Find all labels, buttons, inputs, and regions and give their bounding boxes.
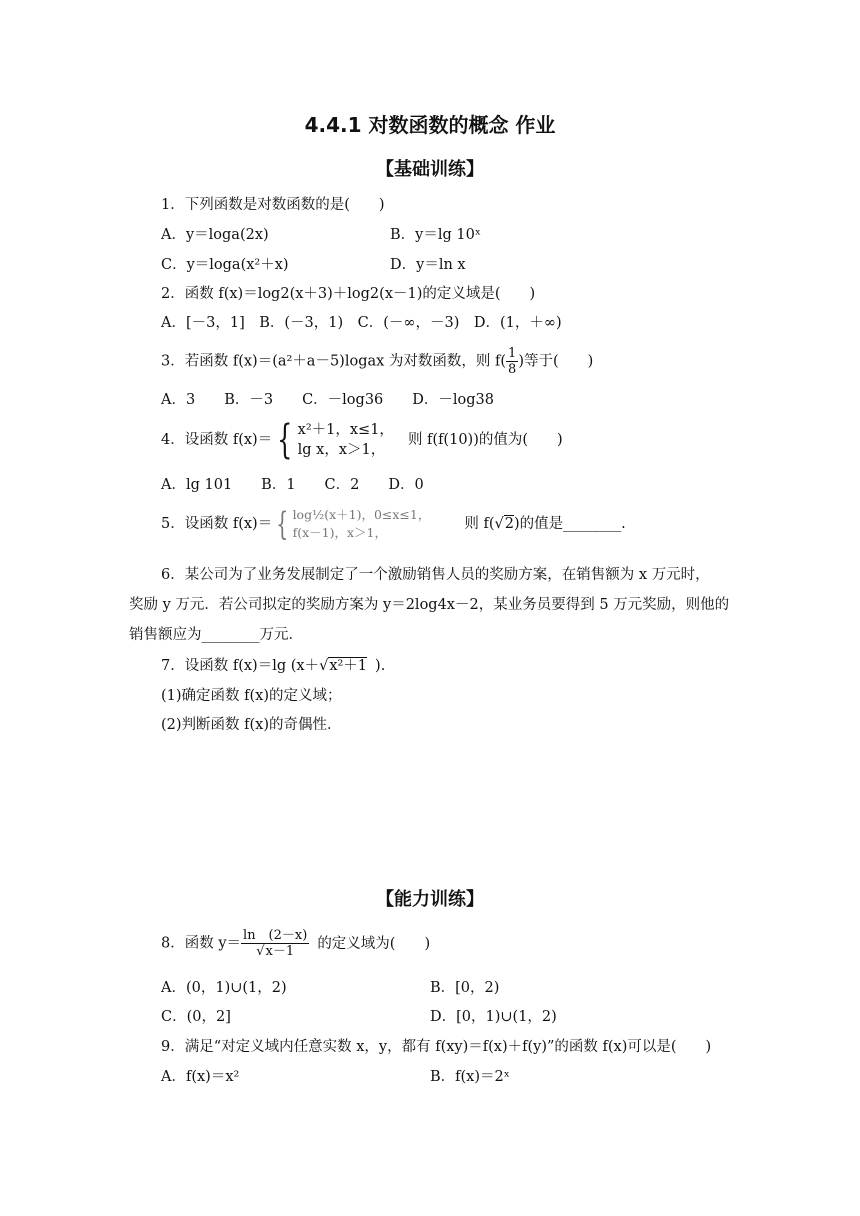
q7-sqrt-radicand: x²＋1 xyxy=(329,658,368,674)
q8-fraction-denominator: √x－1 xyxy=(256,944,295,959)
section-basic-heading: 【基础训练】 xyxy=(376,159,484,180)
q4-piecewise-cases xyxy=(298,420,394,460)
q7-subquestion-1: (1)确定函数 f(x)的定义域； xyxy=(161,688,342,704)
q2-options: A．[－3，1] B．(－3，1) C．(－∞，－3) D．(1，＋∞) xyxy=(161,315,562,331)
q9-option-b: B．f(x)＝2ˣ xyxy=(430,1069,510,1085)
q3-stem-pre: 3．若函数 f(x)＝(a²＋a－5)logax 为对数函数，则 f( xyxy=(161,353,507,370)
q4-stem-post: 则 f(f(10))的值为( ) xyxy=(407,432,563,448)
q3-stem xyxy=(161,346,593,377)
q7-stem: 7．设函数 f(x)＝lg (x＋√x²＋1 ). xyxy=(161,658,386,674)
q3-fraction xyxy=(506,346,518,377)
q7-stem-post: ). xyxy=(375,658,386,674)
q4-case-2: lg x，x＞1， xyxy=(297,442,386,458)
q6-line-2: 奖励 y 万元．若公司拟定的奖励方案为 y＝2log4x－2，某业务员要得到 5 万元奖励，则他的 xyxy=(129,597,730,613)
q8-stem-pre: 8．函数 y＝ xyxy=(161,935,242,952)
q3-fraction-numerator: 1 xyxy=(508,346,517,361)
q5-stem: 5．设函数 f(x)＝ { log½(x＋1)，0≤x≤1， f(x－1)，x＞1， 则 f(√2)的值是________. xyxy=(161,505,626,543)
q9-option-a: A．f(x)＝x² xyxy=(161,1069,240,1085)
q5-left-brace: { xyxy=(276,505,289,543)
q1-option-d: D．y＝ln x xyxy=(390,257,466,273)
q6-line-1: 6．某公司为了业务发展制定了一个激励销售人员的奖励方案，在销售额为 x 万元时， xyxy=(161,567,710,583)
q8-option-c: C．(0，2] xyxy=(161,1009,231,1025)
q5-sqrt-radicand: 2 xyxy=(504,516,514,532)
q5-case-2: f(x－1)，x＞1， xyxy=(292,525,387,540)
q5-stem-post-b: )的值是________. xyxy=(514,516,626,532)
q7-subquestion-2: (2)判断函数 f(x)的奇偶性． xyxy=(161,717,342,733)
section-ability-heading: 【能力训练】 xyxy=(376,889,484,910)
q8-option-d: D．[0，1)∪(1，2) xyxy=(430,1009,557,1025)
q1-option-b: B．y＝lg 10ˣ xyxy=(390,227,481,243)
q5-piecewise-cases xyxy=(293,506,431,542)
q8-fraction xyxy=(241,928,309,959)
q1-option-a: A．y＝loga(2x) xyxy=(161,227,269,243)
q6-line-3: 销售额应为________万元． xyxy=(129,627,303,643)
q4-stem-pre: 4．设函数 f(x)＝ xyxy=(161,432,273,448)
q5-case-1: log½(x＋1)，0≤x≤1， xyxy=(292,507,431,522)
q4-case-1: x²＋1，x≤1， xyxy=(297,422,394,438)
q8-option-a: A．(0，1)∪(1，2) xyxy=(161,980,287,996)
q5-stem-pre: 5．设函数 f(x)＝ xyxy=(161,516,273,532)
q2-stem: 2．函数 f(x)＝log2(x＋3)＋log2(x－1)的定义域是( ) xyxy=(161,286,536,302)
q1-stem: 1．下列函数是对数函数的是( ) xyxy=(161,197,385,213)
page-title: 4.4.1 对数函数的概念 作业 xyxy=(304,113,556,137)
q4-options: A．lg 101 B．1 C．2 D．0 xyxy=(161,477,424,493)
q4-left-brace: { xyxy=(277,417,293,463)
q9-stem: 9．满足“对定义域内任意实数 x，y，都有 f(xy)＝f(x)＋f(y)”的函数 f(x)可以是( ) xyxy=(161,1039,712,1055)
q7-stem-pre: 7．设函数 f(x)＝lg (x＋ xyxy=(161,658,320,674)
q3-fraction-denominator: 8 xyxy=(508,362,517,377)
q8-stem xyxy=(161,928,430,959)
q1-option-c: C．y＝loga(x²＋x) xyxy=(161,257,289,273)
q3-options: A．3 B．－3 C．－log36 D．－log38 xyxy=(161,392,494,408)
q8-option-b: B．[0，2) xyxy=(430,980,500,996)
q8-fraction-numerator: ln (2－x) xyxy=(243,928,308,943)
q4-stem xyxy=(161,417,563,463)
q5-stem-post-a: 则 f( xyxy=(464,516,495,532)
q3-stem-post: )等于( ) xyxy=(518,353,594,370)
q8-stem-post: 的定义域为( ) xyxy=(317,935,431,952)
